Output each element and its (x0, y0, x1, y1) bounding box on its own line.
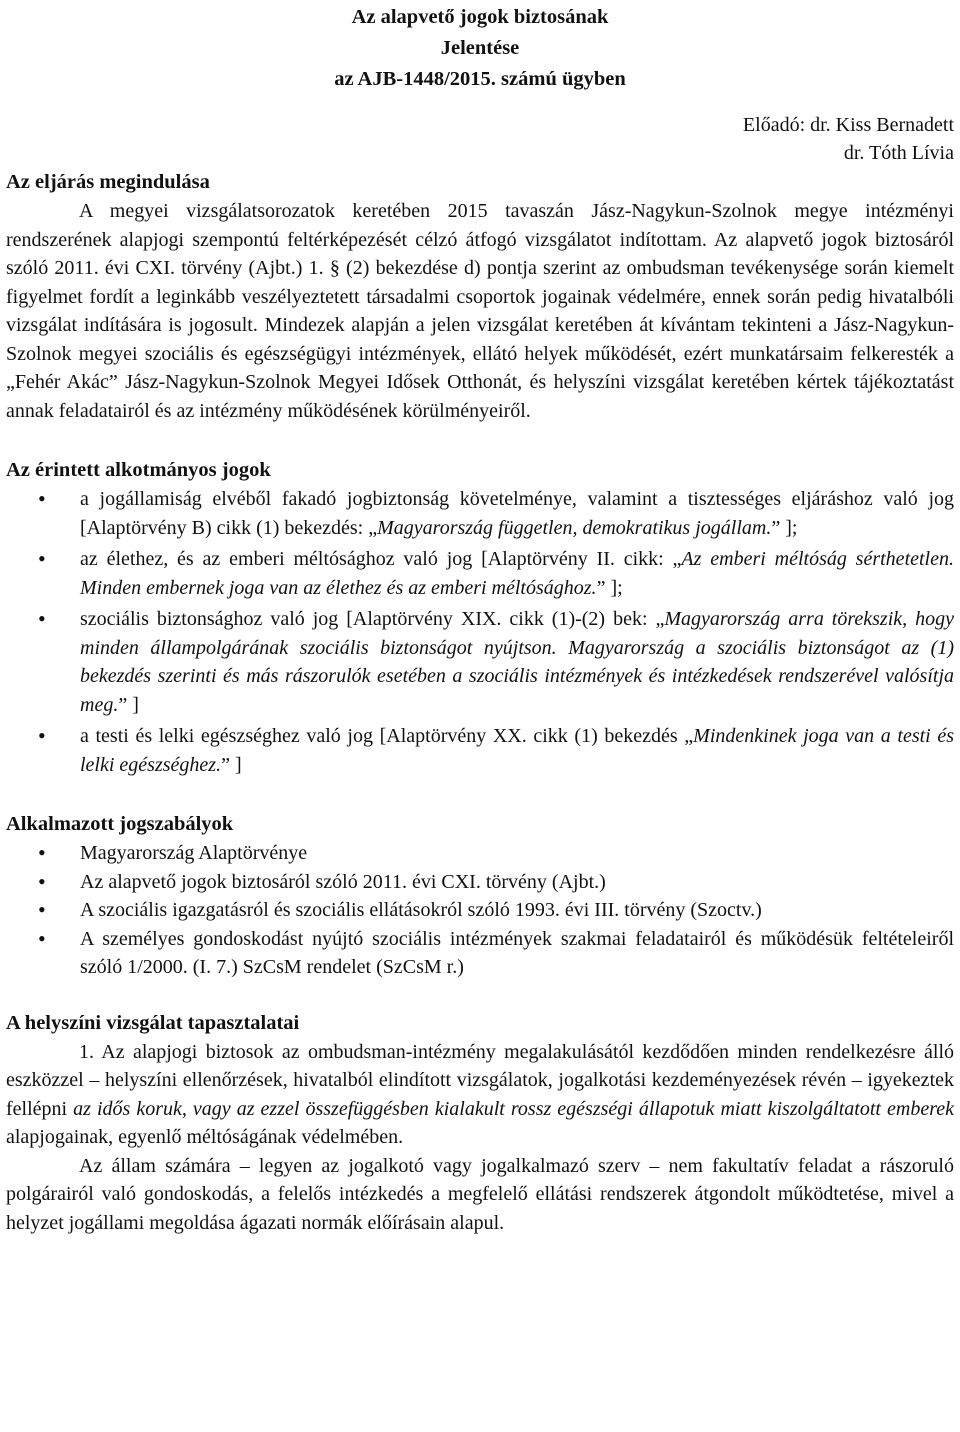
title-line-3: az AJB-1448/2015. számú ügyben (334, 68, 626, 90)
list-item (6, 545, 954, 602)
section-heading-procedure: Az eljárás megindulása (6, 171, 210, 193)
title-line-2: Jelentése (440, 37, 520, 59)
section-heading-findings: A helyszíni vizsgálat tapasztalatai (6, 1011, 300, 1034)
paragraph-findings-2: Az állam számára – legyen az jogalkotó vagy jogalkalmazó szerv – nem fakultatív feladat a rászoruló polgárairól való gondoskodás, a felelős intézkedés a megfelelő ellátási rendszerek átgondolt működtetése, mivel a helyzet jogállami megoldása ágazati normák előírásain alapul. (6, 1154, 954, 1234)
rights-item-end: ” ]; (596, 576, 623, 599)
author-line-1: Előadó: dr. Kiss Bernadett (742, 114, 954, 136)
laws-list (6, 839, 954, 982)
report-title (6, 2, 954, 95)
rights-item-quote: Mindenkinek joga van a testi és lelki egészséghez. (80, 725, 954, 776)
rights-item-end: ” ] (221, 753, 242, 776)
rights-item-quote: Az emberi méltóság sérthetetlen. Minden embernek joga van az élethez és az emberi méltósághoz. (80, 548, 954, 599)
rights-item-quote: Magyarország arra törekszik, hogy minden állampolgárának szociális biztonságot nyújtson. Magyarország a szociális biztonságot az (1) bekezdés szerinti és más rászorulók esetében a szociális intézmények és intézkedések rendszerével valósítja meg. (80, 608, 954, 716)
findings-1-italic: az idős koruk, vagy az ezzel összefüggésben kialakult rossz egészségi állapotuk miatt kiszolgáltatott emberek (73, 1097, 955, 1120)
rights-list (6, 485, 954, 779)
list-item (6, 485, 954, 542)
author-line-2: dr. Tóth Lívia (843, 142, 954, 164)
list-item: • Magyarország Alaptörvénye (6, 839, 954, 868)
rights-item-end: ” ]; (771, 516, 798, 539)
list-item: • A szociális igazgatásról és szociális ellátásokról szóló 1993. évi III. törvény (Szoctv.) (6, 896, 954, 925)
list-item: • Az alapvető jogok biztosáról szóló 2011. évi CXI. törvény (Ajbt.) (6, 868, 954, 897)
rights-item-end: ” ] (118, 693, 139, 716)
list-item (6, 722, 954, 779)
rights-item-text: a testi és lelki egészséghez való jog [Alaptörvény XX. cikk (1) bekezdés „ (80, 725, 694, 747)
section-heading-rights: Az érintett alkotmányos jogok (6, 459, 271, 481)
findings-1-end: alapjogainak, egyenlő méltóságának védelmében. (6, 1126, 404, 1148)
paragraph-findings-1 (6, 1038, 954, 1152)
title-line-1: Az alapvető jogok biztosának (351, 6, 609, 28)
rights-item-text: szociális biztonsághoz való jog [Alaptörvény XIX. cikk (1)-(2) bek: „ (80, 608, 665, 630)
rights-item-text: az élethez, és az emberi méltósághoz való jog [Alaptörvény II. cikk: „ (80, 548, 682, 570)
rights-item-text: a jogállamiság elvéből fakadó jogbiztonság követelménye, valamint a tisztességes eljáráshoz való jog [Alaptörvény B) cikk (1) bekezdés: „ (80, 488, 954, 539)
section-heading-laws: Alkalmazott jogszabályok (6, 813, 234, 835)
findings-1-start: 1. Az alapjogi biztosok az ombudsman-intézmény megalakulásától kezdődően minden rendelkezésre álló eszközzel – helyszíni ellenőrzések, hivatalból elindított vizsgálatok, jogalkotási kezdeményezések révén – igyekeztek fellépni (6, 1040, 954, 1120)
list-item: • A személyes gondoskodást nyújtó szociális intézmények szakmai feladatairól és működésük feltételeiről szóló 1/2000. (I. 7.) SzCsM rendelet (SzCsM r.) (6, 925, 954, 982)
list-item (6, 605, 954, 719)
rights-item-quote: Magyarország független, demokratikus jogállam. (377, 516, 772, 539)
authors-block (6, 111, 954, 167)
paragraph-procedure: A megyei vizsgálatsorozatok keretében 2015 tavaszán Jász-Nagykun-Szolnok megye intézményi rendszerének alapjogi szempontú feltérképezését célzó átfogó vizsgálatot indítottam. Az alapvető jogok biztosáról szóló 2011. évi CXI. törvény (Ajbt.) 1. § (2) bekezdése d) pontja szerint az ombudsman tevékenysége során kiemelt figyelmet fordít a leginkább veszélyeztetett társadalmi csoportok jogainak védelmére, ennek során pedig hivatalbóli vizsgálat indítására is jogosult. Mindezek alapján a jelen vizsgálat keretében át kívántam tekinteni a Jász-Nagykun-Szolnok megyei szociális és egészségügyi intézmények, ellátó helyek működését, ezért munkatársaim felkeresték a „Fehér Akác” Jász-Nagykun-Szolnok Megyei Idősek Otthonát, és helyszíni vizsgálat keretében kértek tájékoztatást annak feladatairól és az intézmény működésének körülményeiről. (6, 200, 954, 422)
